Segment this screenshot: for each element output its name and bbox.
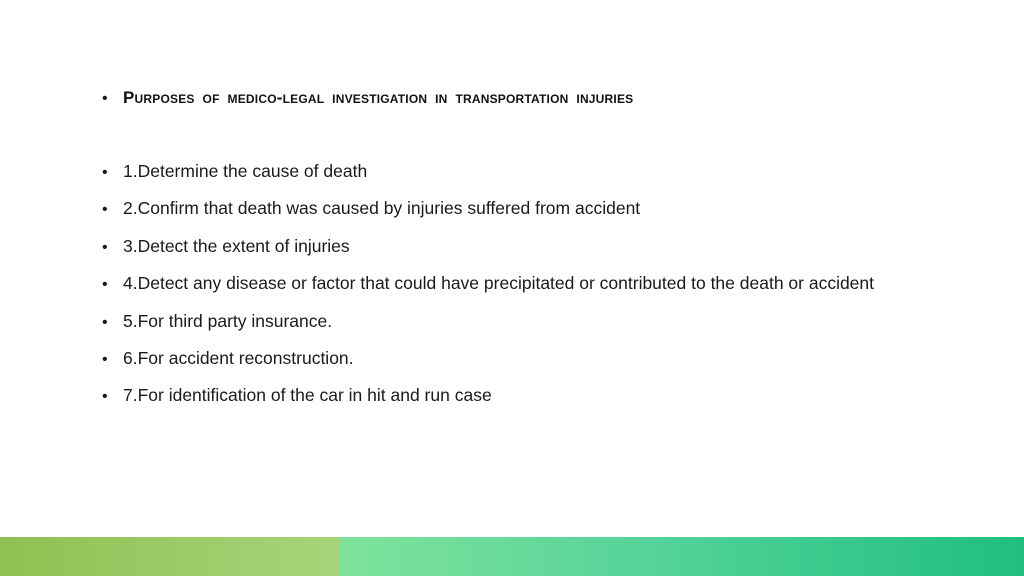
footer-band-right <box>340 537 1024 576</box>
list-bullet: • <box>102 388 108 406</box>
slide-title-row <box>102 88 633 108</box>
list-bullet: • <box>102 201 108 219</box>
slide-title: Purposes of medico-legal investigation in transportation injuries <box>123 88 634 107</box>
footer-decorative-band <box>0 537 1024 576</box>
list-item-text: 1.Determine the cause of death <box>123 161 368 181</box>
list-item <box>102 273 874 310</box>
list-item <box>102 161 874 198</box>
list-item-text: 6.For accident reconstruction. <box>123 347 354 368</box>
list-item <box>102 348 874 385</box>
list-item-text: 5.For third party insurance. <box>123 310 333 331</box>
list-item <box>102 385 874 422</box>
list-bullet: • <box>102 350 108 368</box>
list-bullet: • <box>102 276 108 294</box>
list-item-text: 2.Confirm that death was caused by injuries suffered from accident <box>123 198 641 219</box>
purposes-list <box>102 161 874 423</box>
list-bullet: • <box>102 238 108 256</box>
list-item <box>102 311 874 348</box>
list-item <box>102 198 874 235</box>
list-item-text: 7.For identification of the car in hit and run case <box>123 385 492 406</box>
list-item <box>102 236 874 273</box>
footer-band-left <box>0 537 340 576</box>
list-bullet: • <box>102 313 108 331</box>
title-bullet: • <box>102 90 108 107</box>
list-item-text: 3.Detect the extent of injuries <box>123 235 350 256</box>
list-bullet: • <box>102 164 108 181</box>
list-item-text: 4.Detect any disease or factor that could have precipitated or contributed to the death or accident <box>123 273 875 294</box>
